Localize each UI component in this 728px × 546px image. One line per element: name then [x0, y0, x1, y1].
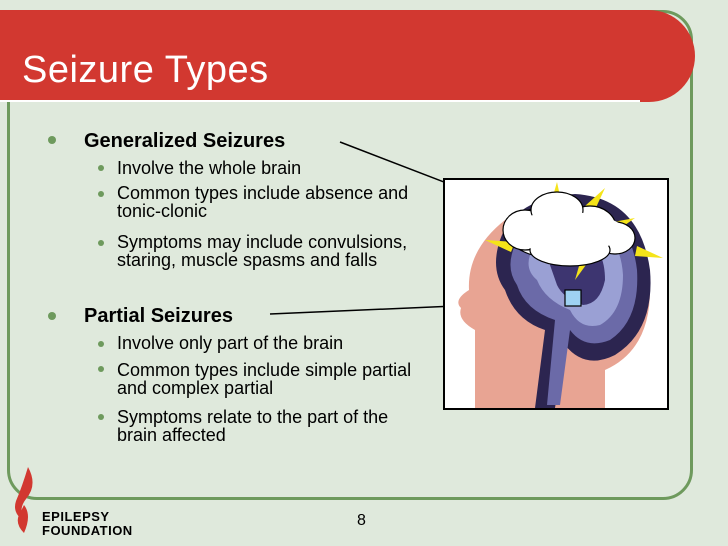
list-item: Common types include simple partial and complex partial: [117, 360, 412, 398]
list-item: Common types include absence and tonic-clonic: [117, 183, 409, 221]
epilepsy-foundation-logo: [8, 465, 168, 541]
list-item: Symptoms may include convulsions, staring, muscle spasms and falls: [117, 232, 408, 270]
logo-line1: EPILEPSY: [42, 509, 110, 524]
section-heading-generalized: Generalized Seizures: [84, 130, 286, 152]
page-number: 8: [357, 512, 366, 529]
list-item: Involve the whole brain: [117, 158, 302, 178]
section-heading-partial: Partial Seizures: [84, 305, 233, 327]
brain-illustration: [443, 178, 669, 410]
flame-icon: [10, 465, 40, 535]
list-item: Involve only part of the brain: [117, 333, 344, 353]
logo-line2: FOUNDATION: [42, 523, 133, 538]
list-item: Symptoms relate to the part of the brain affected: [117, 407, 389, 445]
slide-title: Seizure Types: [22, 49, 269, 91]
